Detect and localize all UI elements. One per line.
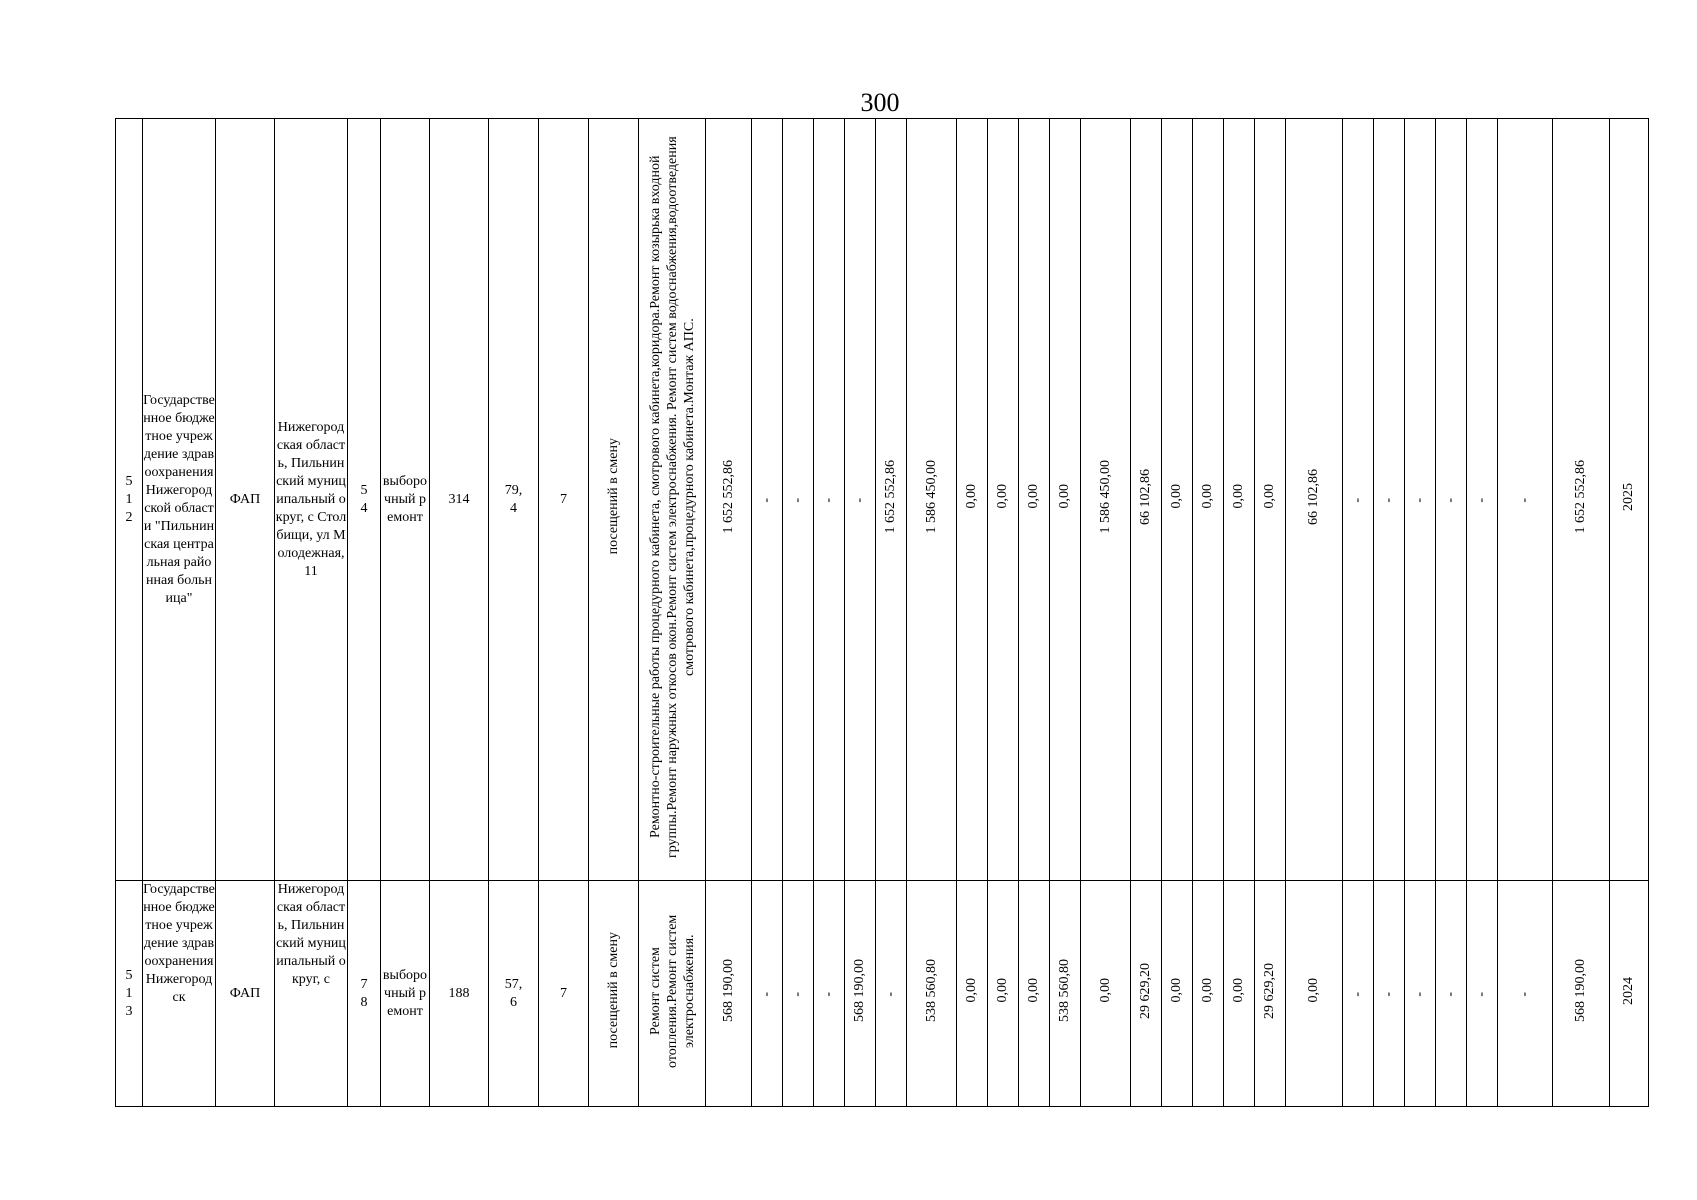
value-cell: 0,00 xyxy=(1193,119,1224,881)
value-cell: 538 560,80 xyxy=(1050,881,1081,1107)
address-cell: Нижегородская область, Пильнинский муниципальный округ, с xyxy=(275,881,348,1107)
facility-type-cell: ФАП xyxy=(216,119,275,881)
value-cell: 1 652 552,86 xyxy=(706,119,752,881)
value-cell: 0,00 xyxy=(1224,119,1255,881)
repair-type-cell: выборочный ремонт xyxy=(381,119,430,881)
value-cell: - xyxy=(1343,881,1374,1107)
works-description-cell: Ремонт систем отопления.Ремонт систем электроснабжения. xyxy=(639,881,706,1107)
value-cell: - xyxy=(1405,119,1436,881)
row-number-cell: 5 1 3 xyxy=(116,881,143,1107)
value-cell: 0,00 xyxy=(1224,881,1255,1107)
value-cell: 0,00 xyxy=(957,881,988,1107)
value-cell: - xyxy=(1498,881,1553,1107)
value-cell: - xyxy=(814,119,845,881)
institution-cell: Государственное бюджетное учреждение здравоохранения Нижегородской области "Пильнинская центральная районная больница" xyxy=(143,119,216,881)
table-row xyxy=(116,119,1649,881)
column-7-cell: 188 xyxy=(430,881,489,1107)
column-8-cell: 79, 4 xyxy=(489,119,539,881)
value-cell: 0,00 xyxy=(1050,119,1081,881)
value-cell: 538 560,80 xyxy=(907,881,957,1107)
institution-cell: Государственное бюджетное учреждение здравоохранения Нижегородск xyxy=(143,881,216,1107)
value-cell: - xyxy=(876,881,907,1107)
value-cell: - xyxy=(1467,119,1498,881)
address-cell: Нижегородская область, Пильнинский муниципальный округ, с Столбищи, ул Молодежная, 11 xyxy=(275,119,348,881)
value-cell: - xyxy=(1374,119,1405,881)
value-cell: 29 629,20 xyxy=(1255,881,1286,1107)
capacity-unit-cell: посещений в смену xyxy=(589,881,639,1107)
value-cell: 568 190,00 xyxy=(706,881,752,1107)
year-cell: 2024 xyxy=(1610,881,1649,1107)
value-cell: - xyxy=(814,881,845,1107)
value-cell: - xyxy=(1467,881,1498,1107)
value-cell: - xyxy=(1498,119,1553,881)
value-cell: 0,00 xyxy=(1019,119,1050,881)
works-description-cell: Ремонтно-строительные работы процедурного кабинета, смотрового кабинета,коридора.Ремонт козырька входной группы.Ремонт наружных откосов окон.Ремонт систем электроснабжения. Ремонт систем водоснабжения,водоотведения смотрового кабинета,процедурного кабинета.Монтаж АПС. xyxy=(639,119,706,881)
value-cell: 568 190,00 xyxy=(845,881,876,1107)
value-cell: - xyxy=(1374,881,1405,1107)
column-7-cell: 314 xyxy=(430,119,489,881)
repair-type-cell: выборочный ремонт xyxy=(381,881,430,1107)
value-cell: 1 652 552,86 xyxy=(876,119,907,881)
value-cell: 0,00 xyxy=(1193,881,1224,1107)
capacity-unit-cell: посещений в смену xyxy=(589,119,639,881)
column-9-cell: 7 xyxy=(539,881,589,1107)
value-cell: 0,00 xyxy=(1019,881,1050,1107)
value-cell: - xyxy=(1436,881,1467,1107)
column-5-cell: 7 8 xyxy=(348,881,381,1107)
value-cell: 66 102,86 xyxy=(1131,119,1162,881)
value-cell: - xyxy=(783,881,814,1107)
row-number-cell: 5 1 2 xyxy=(116,119,143,881)
value-cell: 0,00 xyxy=(1081,881,1131,1107)
value-cell: - xyxy=(845,119,876,881)
value-cell: - xyxy=(1436,119,1467,881)
value-cell: 1 586 450,00 xyxy=(907,119,957,881)
value-cell: - xyxy=(752,881,783,1107)
value-cell: 29 629,20 xyxy=(1131,881,1162,1107)
value-cell: 1 586 450,00 xyxy=(1081,119,1131,881)
value-cell: - xyxy=(752,119,783,881)
year-cell: 2025 xyxy=(1610,119,1649,881)
total-cell: 1 652 552,86 xyxy=(1553,119,1610,881)
value-cell: 0,00 xyxy=(988,881,1019,1107)
column-5-cell: 5 4 xyxy=(348,119,381,881)
column-8-cell: 57, 6 xyxy=(489,881,539,1107)
page-number: 300 xyxy=(860,88,900,117)
value-cell: 0,00 xyxy=(1162,119,1193,881)
repair-register-table xyxy=(115,118,1649,1107)
table-row xyxy=(116,881,1649,1107)
value-cell: 66 102,86 xyxy=(1286,119,1343,881)
total-cell: 568 190,00 xyxy=(1553,881,1610,1107)
value-cell: 0,00 xyxy=(1162,881,1193,1107)
value-cell: 0,00 xyxy=(957,119,988,881)
value-cell: 0,00 xyxy=(1286,881,1343,1107)
value-cell: - xyxy=(1405,881,1436,1107)
value-cell: 0,00 xyxy=(1255,119,1286,881)
column-9-cell: 7 xyxy=(539,119,589,881)
value-cell: - xyxy=(1343,119,1374,881)
value-cell: 0,00 xyxy=(988,119,1019,881)
facility-type-cell: ФАП xyxy=(216,881,275,1107)
value-cell: - xyxy=(783,119,814,881)
